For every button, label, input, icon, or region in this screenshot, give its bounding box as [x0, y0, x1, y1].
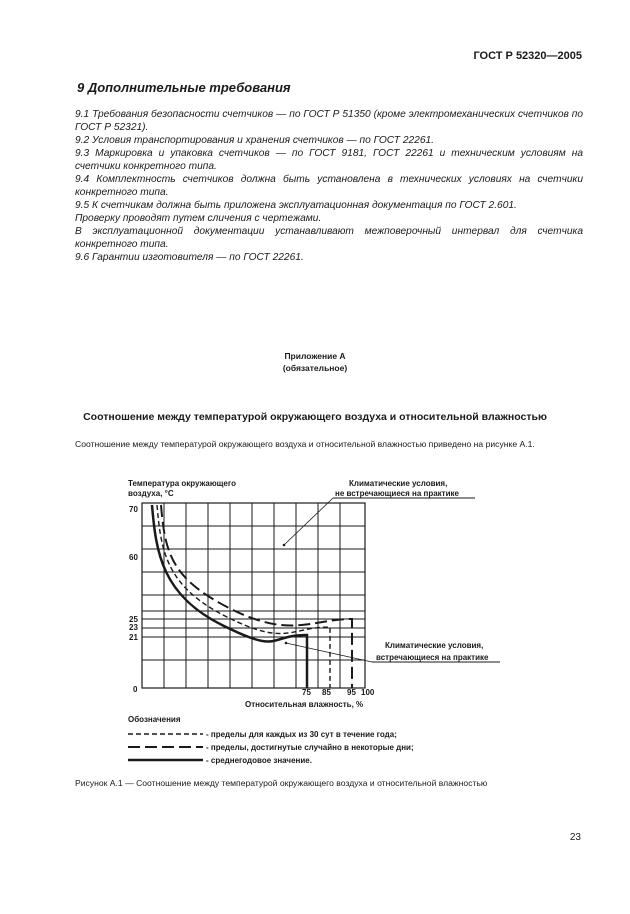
- y-tick-0: 0: [133, 685, 138, 694]
- appendix-label: Приложение А: [284, 351, 346, 361]
- y-tick-25: 25: [129, 615, 138, 624]
- annotation-top-dot: [283, 544, 286, 547]
- para-9-1: 9.1 Требования безопасности счетчиков — по ГОСТ Р 51350 (кроме электромеханических счетчиков по ГОСТ Р 52321).: [75, 109, 583, 133]
- x-tick-75: 75: [302, 688, 311, 697]
- legend-item-long-dashed: - пределы, достигнутые случайно в некоторые дни;: [206, 743, 414, 752]
- annotation-top-line2: не встречающиеся на практике: [335, 489, 459, 498]
- y-tick-21: 21: [129, 633, 138, 642]
- legend-title: Обозначения: [128, 715, 181, 724]
- para-check: Проверку проводят путем сличения с чертежами.: [75, 213, 322, 224]
- legend-item-solid: - среднегодовое значение.: [206, 756, 312, 765]
- para-interval: В эксплуатационной документации устанавливают межповерочный интервал для счетчика конкретного типа.: [75, 226, 583, 250]
- y-axis-label-line2: воздуха, °С: [128, 489, 174, 498]
- standard-header: ГОСТ Р 52320—2005: [473, 50, 582, 62]
- x-tick-100: 100: [361, 688, 375, 697]
- appendix-title: Соотношение между температурой окружающего воздуха и относительной влажностью: [83, 411, 547, 423]
- legend-item-dashed: - пределы для каждых из 30 сут в течение года;: [206, 730, 397, 739]
- para-9-3: 9.3 Маркировка и упаковка счетчиков — по ГОСТ 9181, ГОСТ 22261 и техническим условиям на счетчики конкретного типа.: [75, 148, 583, 172]
- annotation-top-line1: Климатические условия,: [349, 479, 448, 488]
- para-9-6: 9.6 Гарантии изготовителя — по ГОСТ 22261.: [75, 252, 304, 263]
- annotation-bottom-leader: [286, 643, 372, 662]
- y-tick-70: 70: [129, 505, 138, 514]
- para-9-4: 9.4 Комплектность счетчиков должна быть установлена в технических условиях на счетчики конкретного типа.: [75, 174, 583, 198]
- annotation-top-leader: [284, 498, 333, 545]
- annotation-bottom-dot: [285, 642, 288, 645]
- para-9-5: 9.5 К счетчикам должна быть приложена эксплуатационная документация по ГОСТ 2.601.: [75, 200, 517, 211]
- x-axis-label: Относительная влажность, %: [245, 700, 364, 709]
- para-9-2: 9.2 Условия транспортирования и хранения счетчиков — по ГОСТ 22261.: [75, 135, 435, 146]
- annotation-bottom-line1: Климатические условия,: [385, 641, 484, 650]
- page-number: 23: [569, 832, 581, 843]
- appendix-status: (обязательное): [282, 363, 348, 373]
- chart-grid: [142, 503, 365, 688]
- y-axis-label-line1: Температура окружающего: [128, 479, 236, 488]
- x-tick-95: 95: [347, 688, 356, 697]
- annotation-bottom-line2: встречающиеся на практике: [376, 653, 489, 662]
- series-line-long-dashed: [161, 505, 352, 688]
- y-tick-60: 60: [129, 553, 138, 562]
- figure-caption: Рисунок А.1 — Соотношение между температурой окружающего воздуха и относительной влажностью: [75, 778, 488, 788]
- x-tick-85: 85: [322, 688, 331, 697]
- section-title: 9 Дополнительные требования: [77, 80, 291, 95]
- y-tick-23: 23: [129, 623, 138, 632]
- appendix-intro: Соотношение между температурой окружающего воздуха и относительной влажностью приведено на рисунке А.1.: [75, 439, 535, 449]
